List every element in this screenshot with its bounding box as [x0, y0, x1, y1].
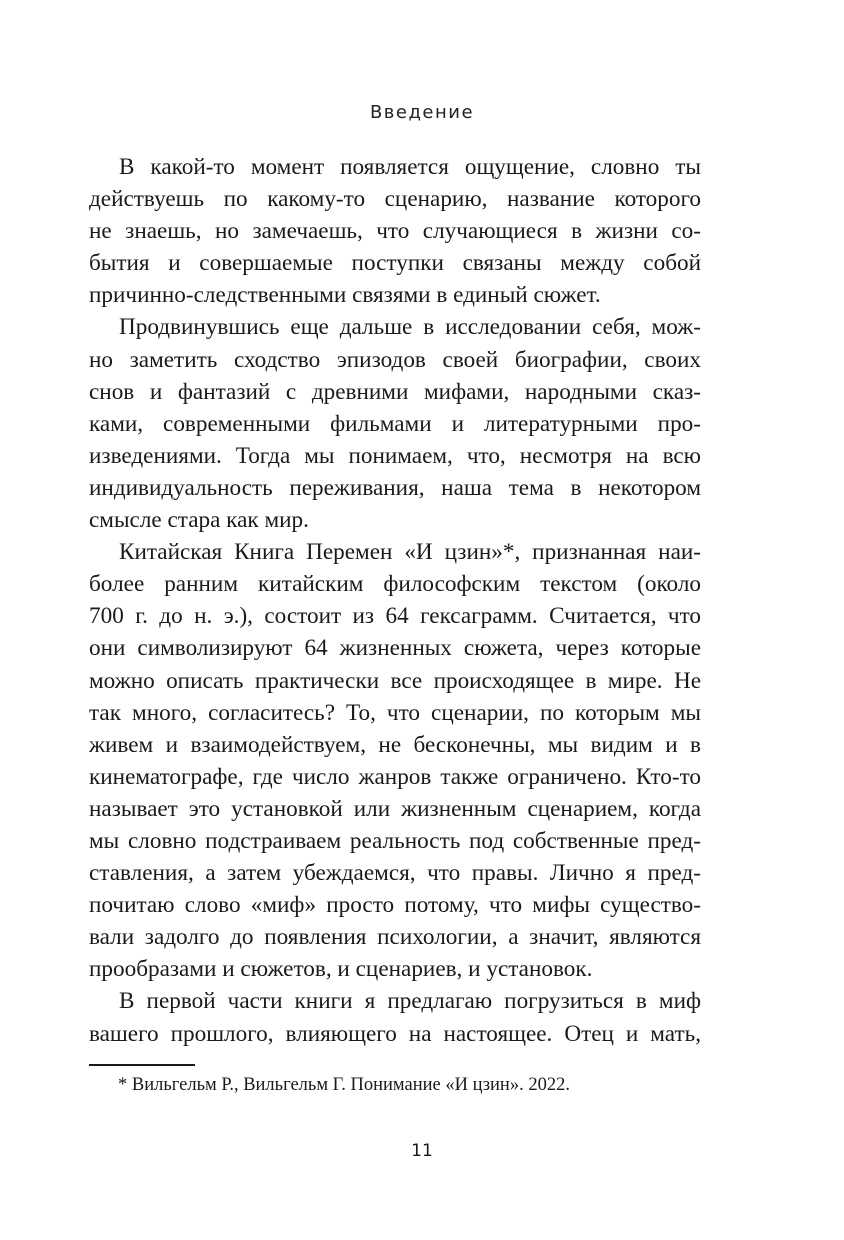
text-line: кинематографе, где число жанров также ограничено. Кто-то — [89, 763, 701, 790]
text-line: бытия и совершаемые поступки связаны между собой — [89, 250, 701, 277]
text-line: действуешь по какому-то сценарию, название которого — [89, 186, 701, 213]
text-line: почитаю слово «миф» просто потому, что мифы существо- — [89, 892, 701, 919]
running-head: Введение — [369, 102, 475, 123]
text-line: снов и фантазий с древними мифами, народными сказ- — [89, 378, 701, 405]
text-line: Китайская Книга Перемен «И цзин»*, признанная наи- — [119, 539, 701, 566]
text-line: ставления, а затем убеждаемся, что правы. Лично я пред- — [89, 860, 701, 887]
text-line: вали задолго до появления психологии, а значит, являются — [89, 924, 701, 951]
text-line: можно описать практически все происходящее в мире. Не — [89, 667, 701, 694]
text-line: живем и взаимодействуем, не бесконечны, мы видим и в — [89, 731, 701, 758]
text-line: более ранним китайским философским текстом (около — [89, 571, 701, 598]
body-text — [89, 151, 701, 1050]
text-line: Продвинувшись еще дальше в исследовании себя, мож- — [119, 314, 701, 341]
text-line: В первой части книги я предлагаю погрузиться в миф — [119, 988, 701, 1015]
footnote-divider — [89, 1064, 195, 1066]
text-line: ками, современными фильмами и литературными про- — [89, 410, 701, 437]
text-line: мы словно подстраиваем реальность под собственные пред- — [89, 827, 701, 854]
page-number: 11 — [411, 1141, 433, 1161]
text-line: В какой-то момент появляется ощущение, словно ты — [119, 154, 701, 180]
text-line: называет это установкой или жизненным сценарием, когда — [89, 795, 701, 822]
text-line: прообразами и сюжетов, и сценариев, и установок. — [89, 956, 593, 983]
text-line: индивидуальность переживания, наша тема в некотором — [89, 474, 701, 501]
text-line: но заметить сходство эпизодов своей биографии, своих — [89, 346, 701, 373]
text-line: смысле стара как мир. — [89, 507, 309, 534]
text-line: так много, согласитесь? То, что сценарии, по которым мы — [89, 699, 701, 726]
text-line: они символизируют 64 жизненных сюжета, через которые — [89, 635, 701, 662]
text-line: 700 г. до н. э.), состоит из 64 гексаграмм. Считается, что — [89, 603, 701, 630]
text-line: изведениями. Тогда мы понимаем, что, несмотря на всю — [89, 442, 701, 469]
footnote: * Вильгельм Р., Вильгельм Г. Понимание «И цзин». 2022. — [118, 1075, 570, 1095]
text-line: не знаешь, но замечаешь, что случающиеся в жизни со- — [89, 218, 701, 245]
text-line: вашего прошлого, влияющего на настоящее. Отец и мать, — [89, 1020, 701, 1047]
text-line: причинно-следственными связями в единый сюжет. — [89, 282, 601, 309]
